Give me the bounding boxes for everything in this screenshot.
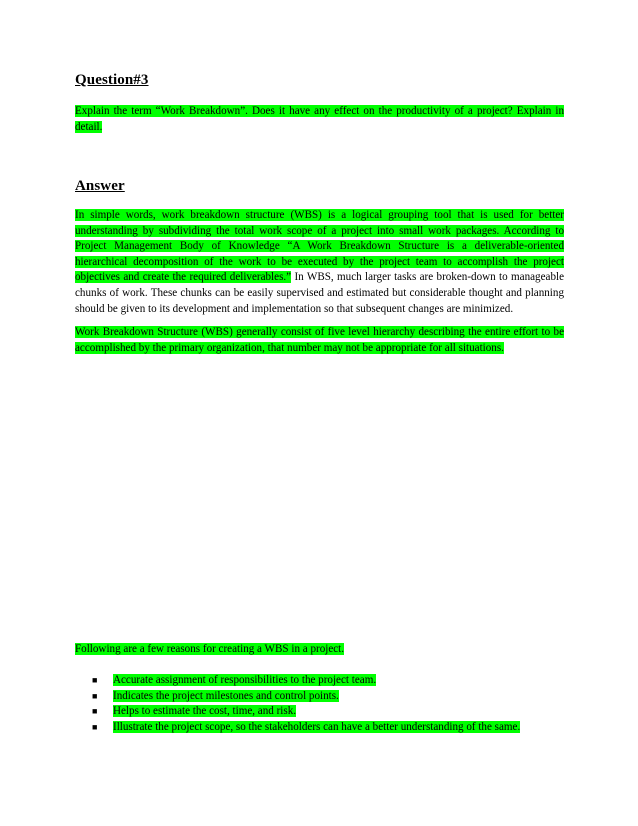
question-heading: Question#3: [75, 72, 149, 88]
bullet-icon: ■: [92, 721, 98, 732]
question-text: [75, 104, 564, 135]
answer-paragraph-1: [75, 208, 564, 317]
list-item-text: Accurate assignment of responsibilities to the project team.: [113, 674, 377, 686]
answer-heading: Answer: [75, 178, 125, 194]
list-item-text: Indicates the project milestones and control points.: [113, 689, 339, 702]
bullet-icon: ■: [92, 675, 98, 685]
list-item-text: Helps to estimate the cost, time, and risk.: [113, 705, 297, 718]
list-item: [75, 673, 564, 689]
answer-paragraph-1-highlight: In simple words, work breakdown structure (WBS) is a logical grouping tool that is used for better understanding by subdividing the total work scope of a project into small work packages. According to Project Management Body of Knowledge “A Work Breakdown Structure is a deliverable-oriented hierarchical decomposition of the work to be executed by the project team to accomplish the project objectives and create the required deliverables.”: [75, 209, 564, 284]
bullet-icon: ■: [92, 690, 98, 701]
list-item: [75, 720, 564, 736]
reasons-list: [75, 673, 564, 735]
answer-paragraph-1-plain: In WBS, much larger tasks are broken-down to manageable chunks of work. These chunks can be easily supervised and estimated but considerable thought and planning should be given to its development and implementation so that subsequent changes are minimized.: [75, 271, 564, 315]
list-item: [75, 704, 564, 720]
list-item-text: Illustrate the project scope, so the stakeholders can have a better understanding of the same.: [113, 720, 521, 733]
list-item: [75, 689, 564, 705]
question-text-highlight: Explain the term “Work Breakdown”. Does it have any effect on the productivity of a project? Explain in detail.: [75, 105, 564, 133]
answer-paragraph-2-highlight: Work Breakdown Structure (WBS) generally consist of five level hierarchy describing the entire effort to be accomplished by the primary organization, that number may not be appropriate for all situations.: [75, 326, 564, 354]
reasons-intro: [75, 642, 564, 658]
reasons-intro-highlight: Following are a few reasons for creating a WBS in a project.: [75, 643, 345, 655]
answer-paragraph-2: [75, 325, 564, 356]
bullet-icon: ■: [92, 706, 98, 717]
